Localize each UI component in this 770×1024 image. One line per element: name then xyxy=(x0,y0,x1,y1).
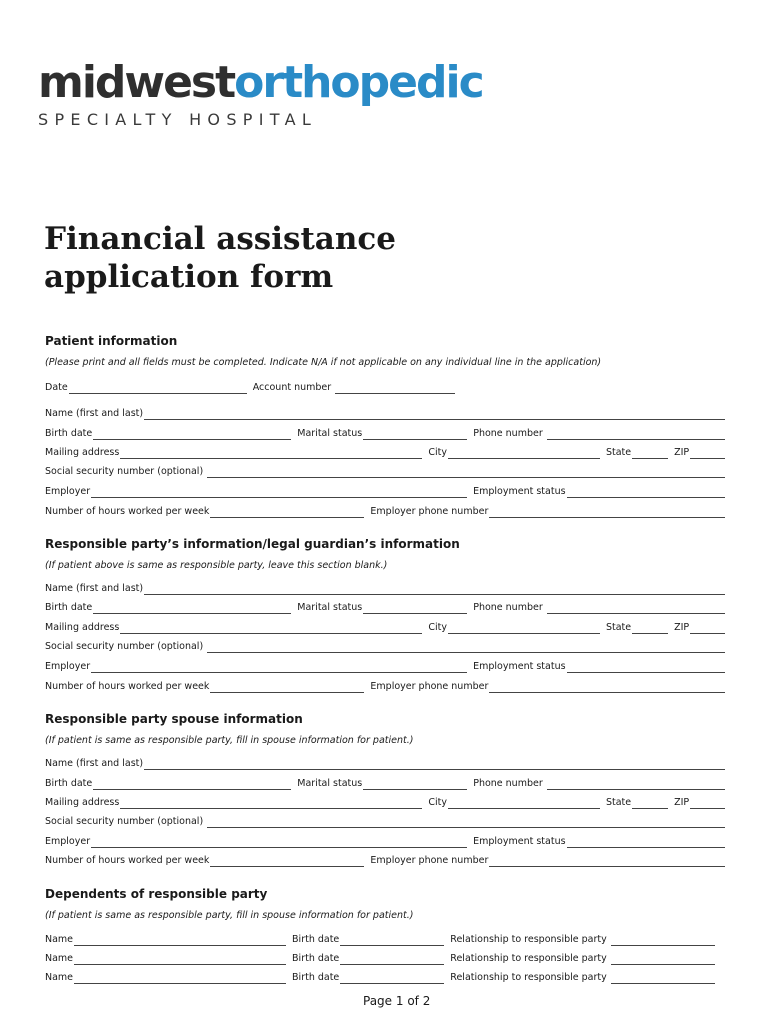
spouse-row-name xyxy=(45,756,725,770)
zip-line[interactable] xyxy=(690,621,725,634)
date-label: Date xyxy=(45,382,68,393)
employer-phone-line[interactable] xyxy=(489,505,725,518)
patient-name-field[interactable] xyxy=(45,406,725,420)
patient-section-heading: Patient information xyxy=(45,334,178,348)
dependent-name-field[interactable] xyxy=(45,951,286,965)
responsible-employment-status-field[interactable] xyxy=(473,659,725,673)
state-label: State xyxy=(605,622,632,633)
responsible-row-birth xyxy=(45,600,725,614)
responsible-city-field[interactable] xyxy=(428,620,600,634)
responsible-zip-field[interactable] xyxy=(674,620,725,634)
dependent-birth-date-field[interactable] xyxy=(292,970,444,984)
dependent-name-line[interactable] xyxy=(74,952,286,965)
account-number-label: Account number xyxy=(252,382,332,393)
spouse-row-hours xyxy=(45,853,725,867)
patient-row-birth xyxy=(45,426,725,440)
patient-marital-status-field[interactable] xyxy=(297,426,467,440)
relationship-label: Relationship to responsible party xyxy=(450,934,607,945)
spouse-row-employer xyxy=(45,834,725,848)
employer-line[interactable] xyxy=(91,660,467,673)
spouse-mailing-address-field[interactable] xyxy=(45,795,422,809)
responsible-row-ssn xyxy=(45,639,725,653)
spouse-employer-field[interactable] xyxy=(45,834,467,848)
employment-status-label: Employment status xyxy=(473,486,566,497)
patient-birth-date-field[interactable] xyxy=(45,426,291,440)
responsible-ssn-field[interactable] xyxy=(45,639,725,653)
dependent-relationship-field[interactable] xyxy=(450,932,714,946)
dependent-row xyxy=(45,970,725,984)
responsible-name-field[interactable] xyxy=(45,581,725,595)
relationship-line[interactable] xyxy=(611,933,715,946)
spouse-state-field[interactable] xyxy=(606,795,668,809)
mailing-address-label: Mailing address xyxy=(45,797,120,808)
employer-phone-line[interactable] xyxy=(489,854,725,867)
responsible-row-name xyxy=(45,581,725,595)
employment-status-line[interactable] xyxy=(567,660,725,673)
dependent-name-line[interactable] xyxy=(74,933,286,946)
employer-phone-label: Employer phone number xyxy=(370,681,489,692)
dependent-birth-date-label: Birth date xyxy=(292,972,340,983)
responsible-marital-status-field[interactable] xyxy=(297,600,467,614)
hours-line[interactable] xyxy=(210,854,364,867)
ssn-line[interactable] xyxy=(207,640,725,653)
employer-label: Employer xyxy=(45,836,91,847)
city-label: City xyxy=(428,797,447,808)
date-line[interactable] xyxy=(69,381,247,394)
patient-row-date xyxy=(45,380,725,394)
name-line[interactable] xyxy=(144,757,725,770)
spouse-marital-status-field[interactable] xyxy=(297,776,467,790)
logo-word-orthopedic: orthopedic xyxy=(234,57,483,108)
logo-subtitle: SPECIALTY HOSPITAL xyxy=(38,110,318,129)
spouse-section-heading: Responsible party spouse information xyxy=(45,712,303,726)
birth-date-label: Birth date xyxy=(45,778,93,789)
phone-number-line[interactable] xyxy=(547,601,725,614)
spouse-birth-date-field[interactable] xyxy=(45,776,291,790)
phone-number-label: Phone number xyxy=(473,428,543,439)
dependent-birth-date-field[interactable] xyxy=(292,951,444,965)
responsible-section-heading: Responsible party’s information/legal guardian’s information xyxy=(45,537,460,551)
dependent-name-label: Name xyxy=(45,953,74,964)
city-line[interactable] xyxy=(448,621,600,634)
hospital-logo xyxy=(38,58,483,129)
patient-employment-status-field[interactable] xyxy=(473,484,725,498)
dependent-birth-date-line[interactable] xyxy=(340,952,444,965)
ssn-line[interactable] xyxy=(207,815,725,828)
birth-date-line[interactable] xyxy=(93,777,291,790)
name-label: Name (first and last) xyxy=(45,583,144,594)
spouse-name-field[interactable] xyxy=(45,756,725,770)
dependent-row xyxy=(45,932,725,946)
name-line[interactable] xyxy=(144,407,725,420)
state-line[interactable] xyxy=(632,446,668,459)
marital-status-label: Marital status xyxy=(297,602,363,613)
employment-status-line[interactable] xyxy=(567,485,725,498)
dependent-birth-date-line[interactable] xyxy=(340,933,444,946)
patient-mailing-address-field[interactable] xyxy=(45,445,422,459)
phone-number-label: Phone number xyxy=(473,778,543,789)
city-label: City xyxy=(428,447,447,458)
marital-status-label: Marital status xyxy=(297,778,363,789)
state-label: State xyxy=(605,797,632,808)
employer-label: Employer xyxy=(45,486,91,497)
page-number: Page 1 of 2 xyxy=(363,994,431,1008)
dependent-name-label: Name xyxy=(45,972,74,983)
marital-status-line[interactable] xyxy=(363,777,467,790)
patient-row-employer xyxy=(45,484,725,498)
relationship-line[interactable] xyxy=(611,952,715,965)
patient-state-field[interactable] xyxy=(606,445,668,459)
spouse-row-address xyxy=(45,795,725,809)
state-line[interactable] xyxy=(632,796,668,809)
mailing-address-line[interactable] xyxy=(120,796,422,809)
birth-date-label: Birth date xyxy=(45,602,93,613)
form-title-line1: Financial assistance xyxy=(44,221,397,257)
employer-line[interactable] xyxy=(91,485,467,498)
account-number-line[interactable] xyxy=(335,381,455,394)
responsible-employer-field[interactable] xyxy=(45,659,467,673)
phone-number-line[interactable] xyxy=(547,427,725,440)
employer-phone-label: Employer phone number xyxy=(370,506,489,517)
phone-number-label: Phone number xyxy=(473,602,543,613)
responsible-hours-field[interactable] xyxy=(45,679,364,693)
relationship-line[interactable] xyxy=(611,971,715,984)
account-number-field[interactable] xyxy=(253,380,455,394)
responsible-mailing-address-field[interactable] xyxy=(45,620,422,634)
responsible-state-field[interactable] xyxy=(606,620,668,634)
city-label: City xyxy=(428,622,447,633)
ssn-label: Social security number (optional) xyxy=(45,641,204,652)
dependent-birth-date-field[interactable] xyxy=(292,932,444,946)
state-line[interactable] xyxy=(632,621,668,634)
phone-number-line[interactable] xyxy=(547,777,725,790)
spouse-phone-field[interactable] xyxy=(473,776,725,790)
ssn-line[interactable] xyxy=(207,465,725,478)
zip-label: ZIP xyxy=(674,797,690,808)
date-field[interactable] xyxy=(45,380,247,394)
dependent-birth-date-line[interactable] xyxy=(340,971,444,984)
patient-ssn-field[interactable] xyxy=(45,464,725,478)
dependents-section-note: (If patient is same as responsible party, fill in spouse information for patient.) xyxy=(45,910,414,921)
dependent-row xyxy=(45,951,725,965)
responsible-employer-phone-field[interactable] xyxy=(370,679,725,693)
name-label: Name (first and last) xyxy=(45,758,144,769)
employer-phone-line[interactable] xyxy=(489,680,725,693)
ssn-label: Social security number (optional) xyxy=(45,466,204,477)
spouse-employer-phone-field[interactable] xyxy=(370,853,725,867)
zip-line[interactable] xyxy=(690,796,725,809)
employment-status-label: Employment status xyxy=(473,836,566,847)
hours-line[interactable] xyxy=(210,680,364,693)
responsible-row-hours xyxy=(45,679,725,693)
dependents-section-heading: Dependents of responsible party xyxy=(45,887,268,901)
ssn-label: Social security number (optional) xyxy=(45,816,204,827)
mailing-address-label: Mailing address xyxy=(45,622,120,633)
patient-hours-field[interactable] xyxy=(45,504,364,518)
city-line[interactable] xyxy=(448,796,600,809)
patient-row-address xyxy=(45,445,725,459)
responsible-phone-field[interactable] xyxy=(473,600,725,614)
employer-label: Employer xyxy=(45,661,91,672)
relationship-label: Relationship to responsible party xyxy=(450,953,607,964)
birth-date-label: Birth date xyxy=(45,428,93,439)
spouse-ssn-field[interactable] xyxy=(45,814,725,828)
zip-label: ZIP xyxy=(674,622,690,633)
mailing-address-line[interactable] xyxy=(120,621,422,634)
hours-label: Number of hours worked per week xyxy=(45,506,210,517)
dependent-name-line[interactable] xyxy=(74,971,286,984)
logo-word-midwest: midwest xyxy=(38,57,235,108)
patient-row-ssn xyxy=(45,464,725,478)
employer-phone-label: Employer phone number xyxy=(370,855,489,866)
hours-label: Number of hours worked per week xyxy=(45,855,210,866)
patient-phone-field[interactable] xyxy=(473,426,725,440)
responsible-birth-date-field[interactable] xyxy=(45,600,291,614)
hours-line[interactable] xyxy=(210,505,364,518)
responsible-section-note: (If patient above is same as responsible party, leave this section blank.) xyxy=(45,560,388,571)
city-line[interactable] xyxy=(448,446,600,459)
dependent-birth-date-label: Birth date xyxy=(292,953,340,964)
mailing-address-line[interactable] xyxy=(120,446,422,459)
zip-line[interactable] xyxy=(690,446,725,459)
patient-row-name xyxy=(45,406,725,420)
hours-label: Number of hours worked per week xyxy=(45,681,210,692)
patient-employer-phone-field[interactable] xyxy=(370,504,725,518)
spouse-city-field[interactable] xyxy=(428,795,600,809)
patient-employer-field[interactable] xyxy=(45,484,467,498)
patient-city-field[interactable] xyxy=(428,445,600,459)
spouse-section-note: (If patient is same as responsible party, fill in spouse information for patient.) xyxy=(45,735,414,746)
dependent-birth-date-label: Birth date xyxy=(292,934,340,945)
dependent-relationship-field[interactable] xyxy=(450,970,714,984)
employment-status-line[interactable] xyxy=(567,835,725,848)
responsible-row-employer xyxy=(45,659,725,673)
relationship-label: Relationship to responsible party xyxy=(450,972,607,983)
marital-status-label: Marital status xyxy=(297,428,363,439)
state-label: State xyxy=(605,447,632,458)
name-label: Name (first and last) xyxy=(45,408,144,419)
dependent-name-field[interactable] xyxy=(45,970,286,984)
zip-label: ZIP xyxy=(674,447,690,458)
employment-status-label: Employment status xyxy=(473,661,566,672)
patient-zip-field[interactable] xyxy=(674,445,725,459)
dependent-name-label: Name xyxy=(45,934,74,945)
spouse-row-birth xyxy=(45,776,725,790)
form-title xyxy=(44,220,396,296)
form-title-line2: application form xyxy=(44,259,334,295)
employer-line[interactable] xyxy=(91,835,467,848)
responsible-row-address xyxy=(45,620,725,634)
patient-row-hours xyxy=(45,504,725,518)
marital-status-line[interactable] xyxy=(363,601,467,614)
spouse-hours-field[interactable] xyxy=(45,853,364,867)
dependent-relationship-field[interactable] xyxy=(450,951,714,965)
birth-date-line[interactable] xyxy=(93,601,291,614)
patient-section-note: (Please print and all fields must be completed. Indicate N/A if not applicable on any individual line in the application) xyxy=(45,357,602,368)
mailing-address-label: Mailing address xyxy=(45,447,120,458)
name-line[interactable] xyxy=(144,582,725,595)
spouse-row-ssn xyxy=(45,814,725,828)
spouse-zip-field[interactable] xyxy=(674,795,725,809)
logo-wordmark xyxy=(38,58,483,108)
marital-status-line[interactable] xyxy=(363,427,467,440)
dependent-name-field[interactable] xyxy=(45,932,286,946)
spouse-employment-status-field[interactable] xyxy=(473,834,725,848)
birth-date-line[interactable] xyxy=(93,427,291,440)
